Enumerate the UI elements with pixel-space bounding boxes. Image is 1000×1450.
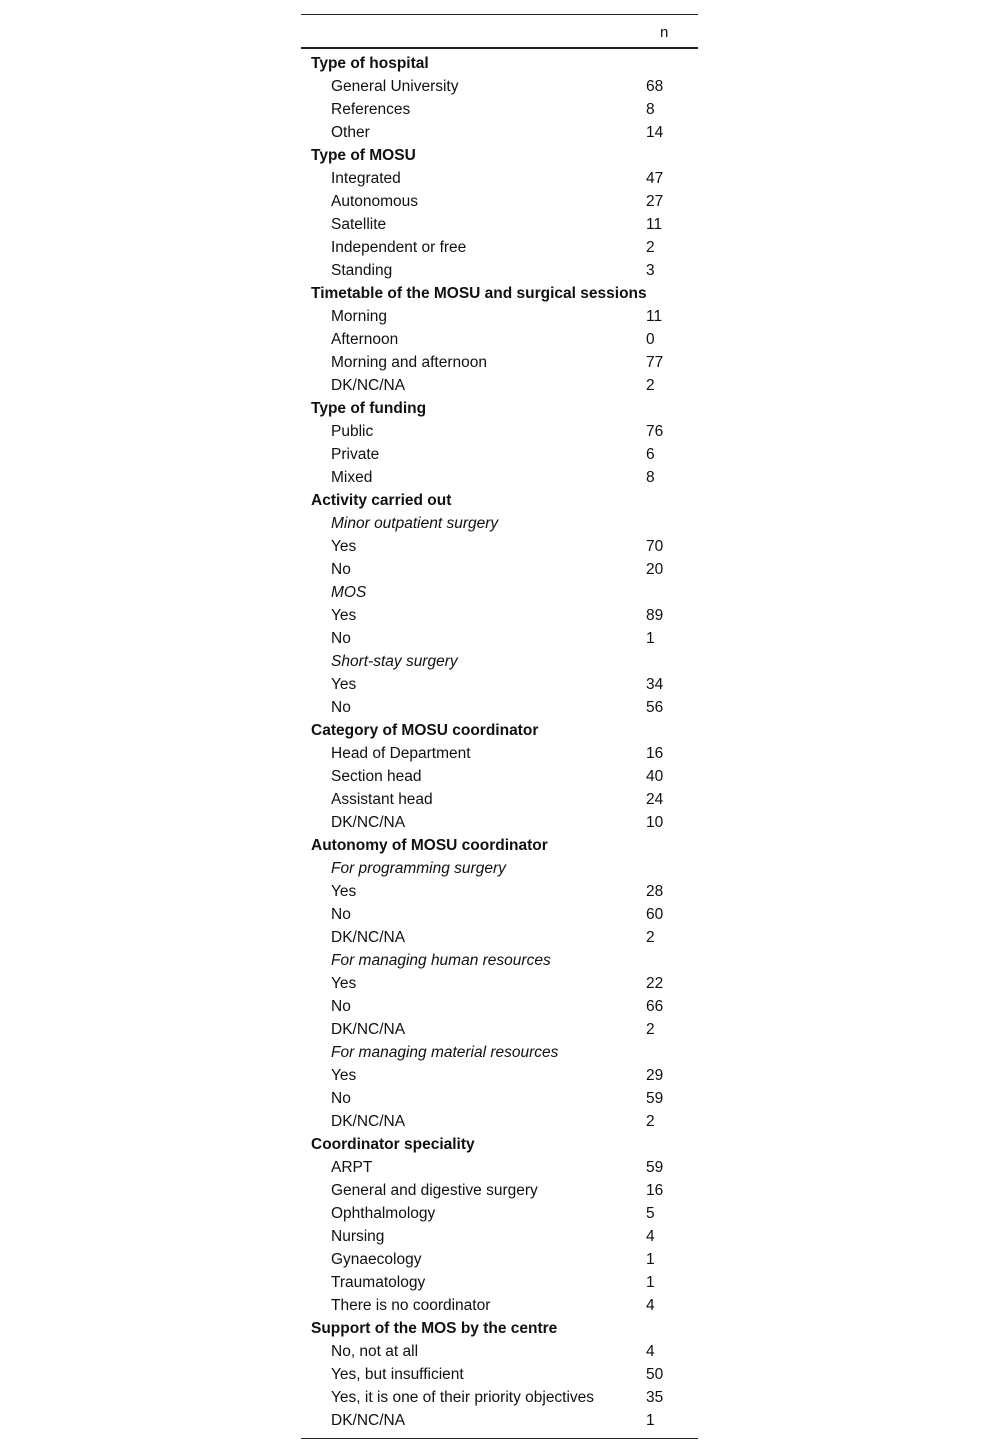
table-row: [301, 443, 698, 466]
table-row: [301, 558, 698, 581]
section-heading: [301, 397, 698, 420]
row-label: No: [331, 1090, 351, 1107]
row-label: DK/NC/NA: [331, 929, 406, 946]
table-row: [301, 1386, 698, 1409]
row-label: Yes, but insufficient: [331, 1366, 464, 1383]
row-value: 89: [646, 607, 664, 624]
row-label: Assistant head: [331, 791, 433, 808]
row-value: 14: [646, 124, 664, 141]
row-value: 16: [646, 745, 664, 762]
subgroup-heading: [301, 949, 698, 972]
row-value: 29: [646, 1067, 664, 1084]
row-label: Yes: [331, 676, 357, 693]
row-value: 1: [646, 630, 655, 647]
row-label: Independent or free: [331, 239, 467, 256]
row-value: 3: [646, 262, 655, 279]
row-value: 5: [646, 1205, 655, 1222]
row-label: There is no coordinator: [331, 1297, 491, 1314]
section-heading: [301, 489, 698, 512]
table-body: [301, 49, 698, 1432]
row-label: DK/NC/NA: [331, 1021, 406, 1038]
section-heading: [301, 834, 698, 857]
table-row: [301, 604, 698, 627]
row-value: 60: [646, 906, 664, 923]
table-row: [301, 190, 698, 213]
row-value: 0: [646, 331, 655, 348]
row-value: 22: [646, 975, 664, 992]
table-row: [301, 167, 698, 190]
table-row: [301, 1179, 698, 1202]
row-value: 2: [646, 1113, 655, 1130]
row-value: 34: [646, 676, 664, 693]
section-title: Activity carried out: [311, 492, 452, 509]
table-header-row: [301, 15, 698, 49]
table-row: [301, 535, 698, 558]
row-label: DK/NC/NA: [331, 1113, 406, 1130]
table-row: [301, 765, 698, 788]
row-label: DK/NC/NA: [331, 1412, 406, 1429]
table-row: [301, 1202, 698, 1225]
row-label: No: [331, 699, 351, 716]
subgroup-label: Short-stay surgery: [331, 653, 458, 670]
row-value: 35: [646, 1389, 664, 1406]
section-title: Timetable of the MOSU and surgical sessions: [311, 285, 647, 302]
row-value: 6: [646, 446, 655, 463]
table-row: [301, 1110, 698, 1133]
subgroup-label: Minor outpatient surgery: [331, 515, 499, 532]
table-row: [301, 1156, 698, 1179]
subgroup-heading: [301, 857, 698, 880]
row-value: 68: [646, 78, 664, 95]
section-title: Coordinator speciality: [311, 1136, 475, 1153]
row-value: 27: [646, 193, 664, 210]
section-title: Autonomy of MOSU coordinator: [311, 837, 548, 854]
subgroup-label: For managing human resources: [331, 952, 551, 969]
row-value: 2: [646, 929, 655, 946]
row-value: 16: [646, 1182, 664, 1199]
table-row: [301, 1225, 698, 1248]
section-heading: [301, 52, 698, 75]
row-value: 4: [646, 1228, 655, 1245]
section-heading: [301, 144, 698, 167]
subgroup-heading: [301, 1041, 698, 1064]
table-row: [301, 1340, 698, 1363]
subgroup-heading: [301, 512, 698, 535]
row-value: 66: [646, 998, 664, 1015]
row-label: DK/NC/NA: [331, 377, 406, 394]
table-row: [301, 1018, 698, 1041]
row-label: No: [331, 561, 351, 578]
row-label: Nursing: [331, 1228, 385, 1245]
table-row: [301, 627, 698, 650]
row-label: DK/NC/NA: [331, 814, 406, 831]
table-row: [301, 351, 698, 374]
row-value: 1: [646, 1274, 655, 1291]
row-value: 47: [646, 170, 664, 187]
section-title: Category of MOSU coordinator: [311, 722, 539, 739]
row-label: Ophthalmology: [331, 1205, 436, 1222]
row-label: Autonomous: [331, 193, 419, 210]
row-value: 20: [646, 561, 664, 578]
row-value: 2: [646, 377, 655, 394]
subgroup-heading: [301, 581, 698, 604]
row-value: 40: [646, 768, 664, 785]
table-row: [301, 1087, 698, 1110]
row-label: Gynaecology: [331, 1251, 422, 1268]
table-row: [301, 420, 698, 443]
row-label: Yes: [331, 975, 357, 992]
table-row: [301, 466, 698, 489]
row-label: References: [331, 101, 411, 118]
section-heading: [301, 719, 698, 742]
table-row: [301, 673, 698, 696]
table-row: [301, 696, 698, 719]
row-value: 76: [646, 423, 664, 440]
section-heading: [301, 1133, 698, 1156]
table-row: [301, 1409, 698, 1432]
row-value: 59: [646, 1090, 664, 1107]
column-header-n: n: [660, 24, 669, 41]
row-value: 70: [646, 538, 664, 555]
row-label: Yes: [331, 538, 357, 555]
table-bottom-rule: [301, 1438, 698, 1439]
subgroup-label: For programming surgery: [331, 860, 506, 877]
table-row: [301, 1363, 698, 1386]
row-label: Public: [331, 423, 374, 440]
table-row: [301, 995, 698, 1018]
row-value: 11: [646, 308, 663, 325]
row-value: 4: [646, 1297, 655, 1314]
table-row: [301, 742, 698, 765]
row-value: 11: [646, 216, 663, 233]
row-label: General University: [331, 78, 459, 95]
row-label: Section head: [331, 768, 422, 785]
table-row: [301, 811, 698, 834]
section-title: Type of hospital: [311, 55, 429, 72]
table-row: [301, 98, 698, 121]
table-row: [301, 926, 698, 949]
row-value: 24: [646, 791, 664, 808]
row-value: 2: [646, 1021, 655, 1038]
row-label: Morning: [331, 308, 387, 325]
section-title: Support of the MOS by the centre: [311, 1320, 558, 1337]
row-value: 8: [646, 469, 655, 486]
row-value: 4: [646, 1343, 655, 1360]
row-label: Private: [331, 446, 380, 463]
table-row: [301, 374, 698, 397]
row-label: Afternoon: [331, 331, 399, 348]
row-label: No, not at all: [331, 1343, 419, 1360]
row-label: Standing: [331, 262, 393, 279]
table-row: [301, 1064, 698, 1087]
section-title: Type of MOSU: [311, 147, 416, 164]
subgroup-heading: [301, 650, 698, 673]
row-label: Other: [331, 124, 370, 141]
row-label: Mixed: [331, 469, 373, 486]
table-row: [301, 972, 698, 995]
row-value: 8: [646, 101, 655, 118]
table-row: [301, 236, 698, 259]
row-value: 10: [646, 814, 664, 831]
row-label: Yes, it is one of their priority objectives: [331, 1389, 595, 1406]
row-label: No: [331, 630, 351, 647]
table-row: [301, 75, 698, 98]
row-label: Morning and afternoon: [331, 354, 487, 371]
table-row: [301, 1248, 698, 1271]
row-label: General and digestive surgery: [331, 1182, 538, 1199]
table-row: [301, 903, 698, 926]
table-row: [301, 1294, 698, 1317]
row-label: Head of Department: [331, 745, 471, 762]
row-label: ARPT: [331, 1159, 373, 1176]
row-label: Yes: [331, 1067, 357, 1084]
section-heading: [301, 1317, 698, 1340]
table-row: [301, 1271, 698, 1294]
row-value: 56: [646, 699, 664, 716]
row-value: 28: [646, 883, 664, 900]
row-label: Traumatology: [331, 1274, 426, 1291]
table-row: [301, 213, 698, 236]
table-row: [301, 259, 698, 282]
subgroup-label: MOS: [331, 584, 367, 601]
row-label: No: [331, 998, 351, 1015]
row-label: Yes: [331, 883, 357, 900]
row-value: 50: [646, 1366, 664, 1383]
row-value: 77: [646, 354, 664, 371]
table-row: [301, 788, 698, 811]
row-value: 2: [646, 239, 655, 256]
table-row: [301, 880, 698, 903]
section-heading: [301, 282, 698, 305]
row-label: Integrated: [331, 170, 401, 187]
row-label: No: [331, 906, 351, 923]
row-label: Yes: [331, 607, 357, 624]
table-row: [301, 305, 698, 328]
subgroup-label: For managing material resources: [331, 1044, 559, 1061]
row-value: 1: [646, 1251, 655, 1268]
table-row: [301, 328, 698, 351]
data-table: [301, 14, 698, 1439]
table-row: [301, 121, 698, 144]
row-value: 59: [646, 1159, 664, 1176]
row-value: 1: [646, 1412, 655, 1429]
section-title: Type of funding: [311, 400, 427, 417]
row-label: Satellite: [331, 216, 387, 233]
